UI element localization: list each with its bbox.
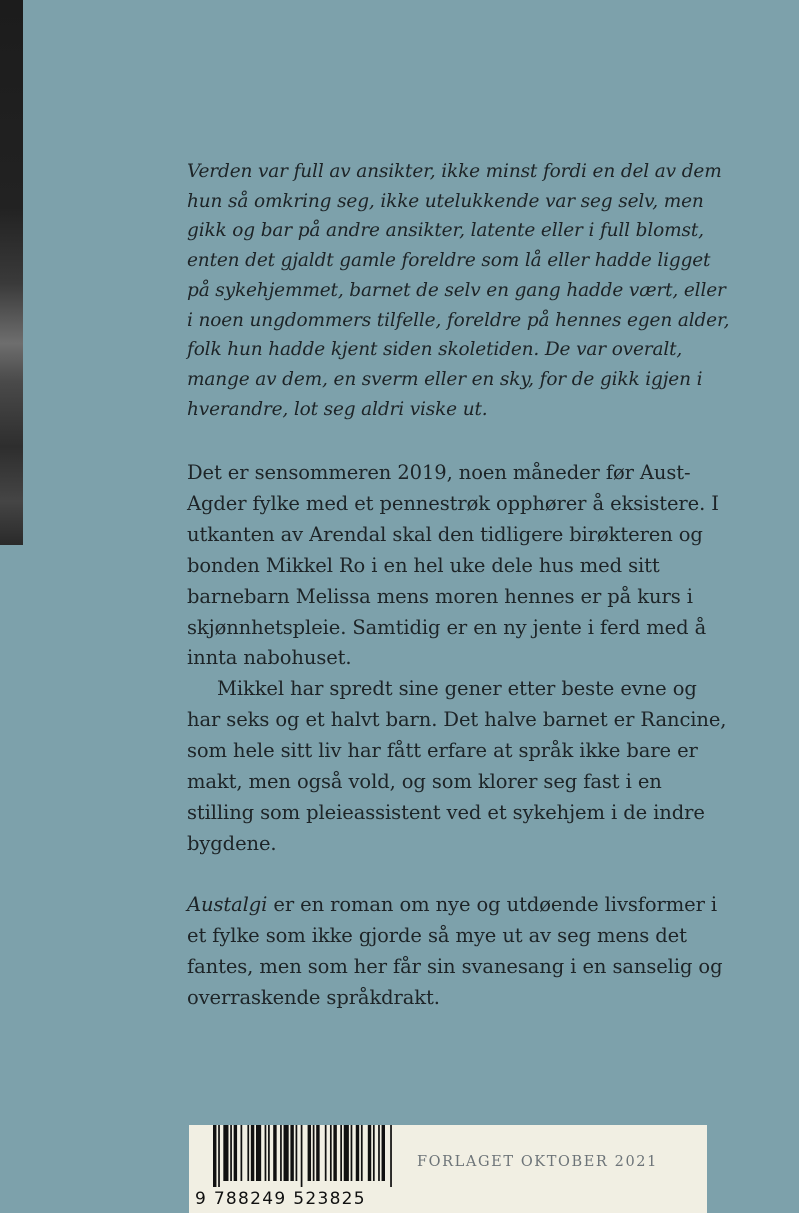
barcode-bar [251,1125,254,1181]
barcode-bar [234,1125,237,1181]
barcode-bar [223,1125,228,1181]
barcode-bar [247,1125,249,1181]
blurb-paragraph-3 [187,890,732,1014]
barcode-bar [333,1125,336,1181]
barcode-bar [361,1125,363,1181]
excerpt-quote [187,157,732,424]
barcode-bar [256,1125,261,1181]
barcode-bar [284,1125,289,1181]
barcode-bar [296,1125,298,1181]
publisher-imprint: FORLAGET OKTOBER 2021 [417,1154,658,1170]
barcode-bar [356,1125,359,1181]
barcode-bar [273,1125,276,1181]
barcode-bar [378,1125,380,1181]
barcode-bar [368,1125,371,1181]
blurb-paragraph-1: Det er sensommeren 2019, noen måneder før Aust-Agder fylke med et pennestrøk opphører å eksistere. I utkanten av Arendal skal den tidligere birøkteren og bonden Mikkel Ro i en hel uke dele hus med sitt barnebarn Melissa mens moren hennes er på kurs i skjønnhetspleie. Samtidig er en ny jente i ferd med å innta nabohuset. [187,461,719,670]
barcode-bar [241,1125,243,1181]
barcode-bar [265,1125,267,1181]
barcode-bar [313,1125,315,1181]
book-title: Austalgi [187,892,268,916]
barcode-bar [218,1125,220,1187]
barcode-bar [308,1125,311,1181]
blurb-paragraph-3-text: er en roman om nye og utdøende livsformer i et fylke som ikke gjorde så mye ut av seg mens det fantes, men som her får sin svanesang i en sanselig og overraskende språkdrakt. [187,892,723,1009]
barcode-bar [268,1125,270,1181]
isbn-number: 9 788249 523825 [195,1189,366,1209]
barcode-bar [390,1125,392,1187]
barcode-bar [325,1125,327,1181]
barcode-bar [316,1125,319,1181]
barcode-bars [213,1125,397,1187]
cover-photo-edge [0,0,23,545]
barcode-bar [373,1125,375,1181]
blurb-paragraph-2: Mikkel har spredt sine gener etter beste evne og har seks og et halvt barn. Det halve barnet er Rancine, som hele sitt liv har fått erfare at språk ikke bare er makt, men også vold, og som klorer seg fast i en stilling som pleieassistent ved et sykehjem i de indre bygdene. [187,677,727,855]
barcode-bar [290,1125,293,1181]
barcode-panel [189,1125,707,1213]
barcode-bar [213,1125,216,1187]
barcode-bar [330,1125,332,1181]
barcode-bar [344,1125,349,1181]
barcode-bar [340,1125,342,1181]
barcode-bar [382,1125,385,1181]
barcode-bar [230,1125,232,1181]
barcode-bar [280,1125,282,1181]
book-blurb [187,458,732,1013]
barcode-bar [351,1125,353,1181]
excerpt-text: Verden var full av ansikter, ikke minst fordi en del av dem hun så omkring seg, ikke utelukkende var seg selv, men gikk og bar på andre ansikter, latente eller i full blomst, enten det gjaldt gamle foreldre som lå eller hadde ligget på sykehjemmet, barnet de selv en gang hadde vært, eller i noen ungdommers tilfelle, foreldre på hennes egen alder, folk hun hadde kjent siden skoletiden. De var overalt, mange av dem, en sverm eller en sky, for de gikk igjen i hverandre, lot seg aldri viske ut. [187,161,730,420]
barcode-bar [301,1125,303,1187]
